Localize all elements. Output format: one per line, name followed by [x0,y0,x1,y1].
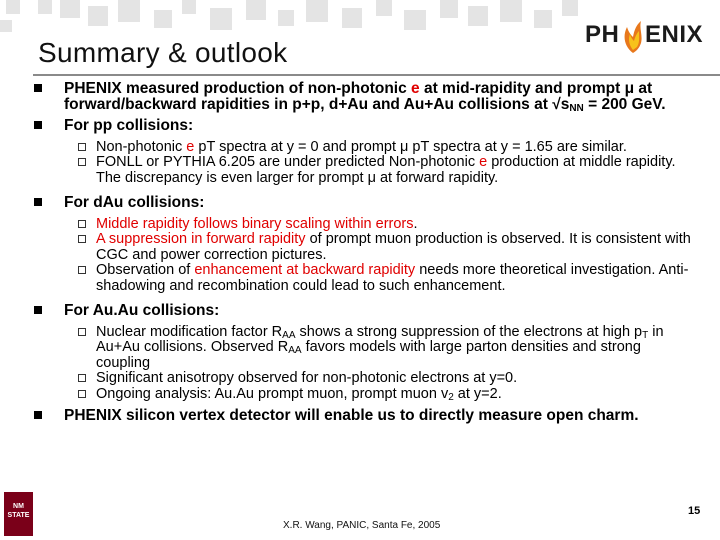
square-bullet-icon [34,306,42,314]
subbullet-dau-binary: Middle rapidity follows binary scaling within errors. [28,217,698,233]
subbullet-pp-fonll: FONLL or PYTHIA 6.205 are under predicted Non-photonic e production at middle rapidity. The discrepancy is even larger for prompt μ at forward rapidity. [28,155,698,186]
hollow-square-bullet-icon [78,143,86,151]
square-bullet-icon [34,121,42,129]
phoenix-bird-icon [619,17,647,57]
bullet-dau: For dAu collisions: [28,195,698,211]
subbullet-auau-raa: Nuclear modification factor $R_{AA}$ shows a strong suppression of the electrons at high $p_T$ in Au+Au collisions. Observed $R_{AA}$ favors models with large parton densities and strong coupling [28,325,698,372]
hollow-square-bullet-icon [78,266,86,274]
hollow-square-bullet-icon [78,158,86,166]
subbullet-dau-enhancement: Observation of enhancement at backward rapidity needs more theoretical investigation. Anti-shadowing and recombination could lead to such enhancement. [28,263,698,294]
subbullet-auau-anisotropy: Significant anisotropy observed for non-photonic electrons at y=0. [28,371,698,387]
phenix-logo [585,14,717,60]
square-bullet-icon [34,198,42,206]
square-bullet-icon [34,411,42,419]
footer-text: X.R. Wang, PANIC, Santa Fe, 2005 [283,520,441,531]
logo-text-right: ENIX [645,21,704,48]
title-divider [33,74,720,76]
subbullet-pp-spectra: Non-photonic e pT spectra at y = 0 and prompt μ pT spectra at y = 1.65 are similar. [28,140,698,156]
hollow-square-bullet-icon [78,328,86,336]
bullet-vertex-detector: PHENIX silicon vertex detector will enable us to directly measure open charm. [28,408,698,424]
slide-body [28,81,698,424]
bullet-pp: For pp collisions: [28,118,698,134]
bullet-summary: PHENIX measured production of non-photonic e at mid-rapidity and prompt μ at forward/backward rapidities in p+p, d+Au and Au+Au collisions at $√s_{NN} = 200$ GeV. [28,81,698,112]
subbullet-dau-suppression: A suppression in forward rapidity of prompt muon production is observed. It is consistent with CGC and power correction pictures. [28,232,698,263]
hollow-square-bullet-icon [78,374,86,382]
hollow-square-bullet-icon [78,390,86,398]
page-number: 15 [688,505,701,517]
hollow-square-bullet-icon [78,235,86,243]
square-bullet-icon [34,84,42,92]
subbullet-auau-ongoing: Ongoing analysis: Au.Au prompt muon, prompt muon $v_2$ at y=2. [28,387,698,403]
slide-title: Summary & outlook [38,37,288,68]
bullet-auau: For Au.Au collisions: [28,303,698,319]
hollow-square-bullet-icon [78,220,86,228]
logo-text-left: PH [585,21,620,48]
nmsu-logo: NM STATE [4,492,33,536]
